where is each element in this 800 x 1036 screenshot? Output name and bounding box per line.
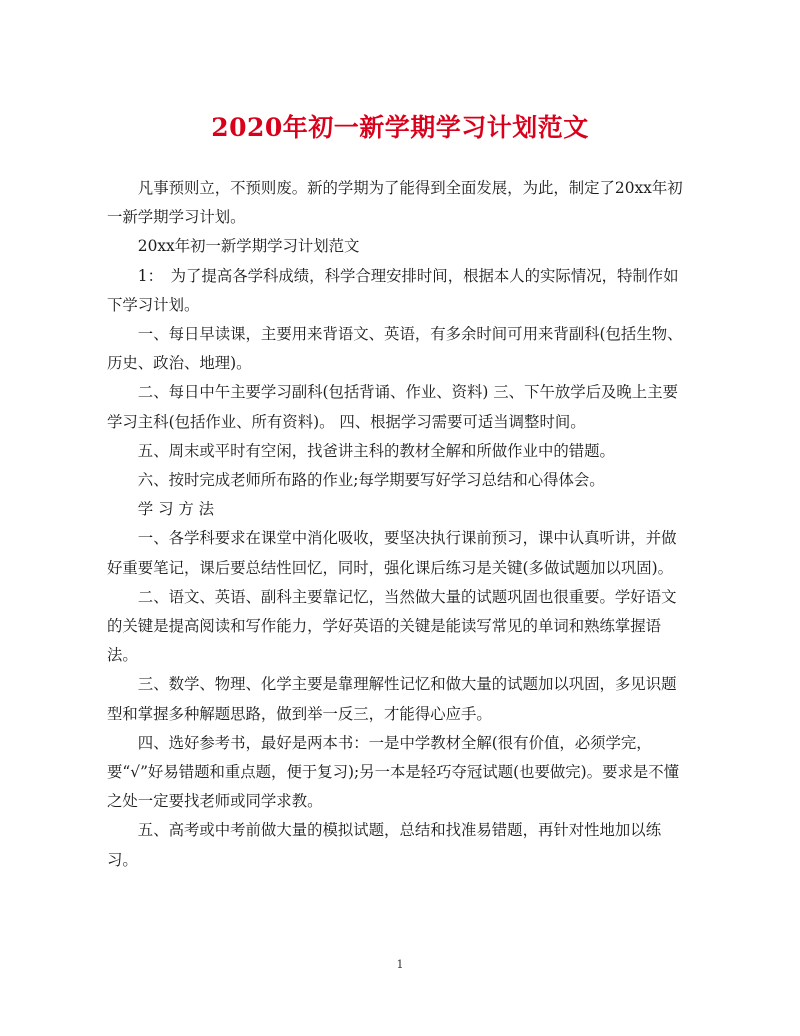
paragraph-method-1: 一、各学科要求在课堂中消化吸收，要坚决执行课前预习，课中认真听讲，并做好重要笔记，课后要总结性回忆，同时，强化课后练习是关键(多做试题加以巩固)。 — [107, 529, 677, 577]
paragraph-item-1: 1： 为了提高各学科成绩，科学合理安排时间，根据本人的实际情况，特制作如下学习计划。 — [107, 266, 679, 314]
paragraph-method-3: 三、数学、物理、化学主要是靠理解性记忆和做大量的试题加以巩固，多见识题型和掌握多种解题思路，做到举一反三，才能得心应手。 — [107, 675, 677, 723]
paragraph-plan-2: 二、每日中午主要学习副科(包括背诵、作业、资料) 三、下午放学后及晚上主要学习主科(包括作业、所有资料)。 四、根据学习需要可适当调整时间。 — [107, 383, 678, 431]
page-number: 1 — [396, 958, 404, 971]
paragraph-method-5: 五、高考或中考前做大量的模拟试题，总结和找准易错题，再针对性地加以练习。 — [107, 821, 662, 869]
paragraph-plan-1: 一、每日早读课，主要用来背语文、英语，有多余时间可用来背副科(包括生物、历史、政治、地理)。 — [107, 325, 683, 373]
paragraph-plan-6: 六、按时完成老师所布路的作业;每学期要写好学习总结和心得体会。 — [137, 471, 605, 490]
document-body — [107, 174, 685, 875]
document-title: 2020年初一新学期学习计划范文 — [211, 113, 589, 142]
paragraph-subtitle: 20xx年初一新学期学习计划范文 — [137, 237, 360, 256]
paragraph-intro: 凡事预则立，不预则废。新的学期为了能得到全面发展，为此，制定了20xx年初一新学期学习计划。 — [107, 179, 683, 227]
section-heading-methods: 学 习 方 法 — [137, 500, 215, 519]
paragraph-plan-5: 五、周末或平时有空闲，找爸讲主科的教材全解和所做作业中的错题。 — [137, 441, 615, 460]
paragraph-method-4: 四、选好参考书，最好是两本书：一是中学教材全解(很有价值，必须学完，要“√”好易错题和重点题，便于复习);另一本是轻巧夺冠试题(也要做完)。要求是不懂之处一定要找老师或同学求教。 — [107, 733, 680, 811]
paragraph-method-2: 二、语文、英语、副科主要靠记忆，当然做大量的试题巩固也很重要。学好语文的关键是提高阅读和写作能力，学好英语的关键是能读写常见的单词和熟练掌握语法。 — [107, 587, 677, 665]
